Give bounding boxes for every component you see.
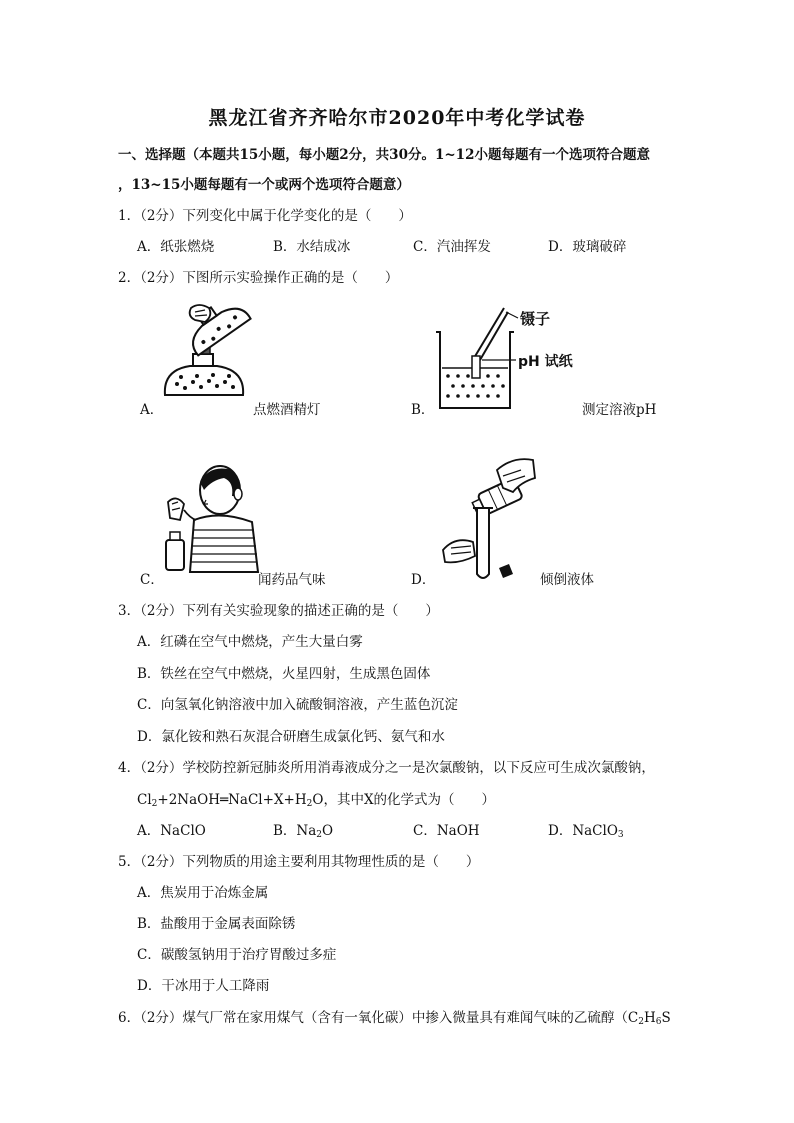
question-5-option-d: D．干冰用于人工降雨 (137, 978, 270, 994)
question-3-option-d: D．氯化铵和熟石灰混合研磨生成氯化钙、氨气和水 (137, 729, 445, 745)
eq-mid: +2NaOH═NaCl+X+H (157, 792, 307, 808)
question-3-option-a: A．红磷在空气中燃烧，产生大量白雾 (137, 634, 363, 650)
question-5-stem: 5．（2分）下列物质的用途主要利用其物理性质的是（ ） (118, 854, 480, 870)
question-2-stem: 2．（2分）下图所示实验操作正确的是（ ） (118, 270, 399, 286)
figure-light-alcohol-lamp (155, 300, 255, 415)
exam-title: 黑龙江省齐齐哈尔市2020年中考化学试卷 (208, 107, 586, 129)
eq-cl-sub: 2 (151, 799, 158, 809)
question-1-option-d: D．玻璃破碎 (548, 239, 627, 255)
figure-measure-ph (430, 300, 590, 415)
question-4-stem: 4．（2分）学校防控新冠肺炎所用消毒液成分之一是次氯酸钠，以下反应可生成次氯酸钠， (118, 760, 655, 776)
section-heading-line2: ，13~15小题每题有一个或两个选项符合题意） (118, 177, 410, 193)
question-4-option-b: B．$Na_2O$ (273, 823, 334, 840)
question-1-stem: 1．（2分）下列变化中属于化学变化的是（ ） (118, 208, 412, 224)
question-3-option-b: B．铁丝在空气中燃烧，火星四射，生成黑色固体 (137, 666, 431, 682)
ph-paper-label: pH 试纸 (518, 354, 573, 370)
question-4-equation (137, 790, 495, 810)
figure-c-caption: 闻药品气味 (258, 572, 326, 588)
figure-a-caption: 点燃酒精灯 (253, 402, 321, 418)
question-5-option-c: C．碳酸氢钠用于治疗胃酸过多症 (137, 947, 337, 963)
question-3-stem: 3．（2分）下列有关实验现象的描述正确的是（ ） (118, 603, 439, 619)
figure-b-caption: 测定溶液pH (582, 402, 657, 418)
question-5-option-b: B．盐酸用于金属表面除锈 (137, 916, 296, 932)
figure-smell-chemical (160, 460, 265, 575)
question-4-option-c: C．NaOH (413, 823, 480, 839)
figure-a-letter: A． (140, 402, 164, 418)
eq-cl: Cl (137, 792, 152, 808)
figure-c-letter: C． (140, 572, 164, 588)
eq-h-sub: 2 (306, 799, 313, 809)
eq-tail: O，其中X的化学式为（ ） (312, 792, 496, 808)
figure-b-letter: B． (411, 402, 435, 418)
figure-pour-liquid (437, 452, 547, 582)
question-4-option-a: A．NaClO (137, 823, 206, 839)
figure-d-caption: 倾倒液体 (540, 572, 594, 588)
figure-d-letter: D． (411, 572, 436, 588)
question-6-stem: 6．（2分）煤气厂常在家用煤气（含有一氧化碳）中掺入微量具有难闻气味的乙硫醇（$C_2H_6S$ (118, 1010, 671, 1027)
question-1-option-b: B．水结成冰 (273, 239, 351, 255)
section-heading-line1: 一、选择题（本题共15小题，每小题2分，共30分。1~12小题每题有一个选项符合题意 (118, 147, 650, 163)
tweezers-label: 镊子 (520, 310, 551, 328)
question-5-option-a: A．焦炭用于冶炼金属 (137, 885, 269, 901)
question-3-option-c: C．向氢氧化钠溶液中加入硫酸铜溶液，产生蓝色沉淀 (137, 697, 458, 713)
question-1-option-c: C．汽油挥发 (413, 239, 491, 255)
question-1-option-a: A．纸张燃烧 (137, 239, 215, 255)
question-4-option-d: D．NaClO$_3$ (548, 823, 624, 840)
